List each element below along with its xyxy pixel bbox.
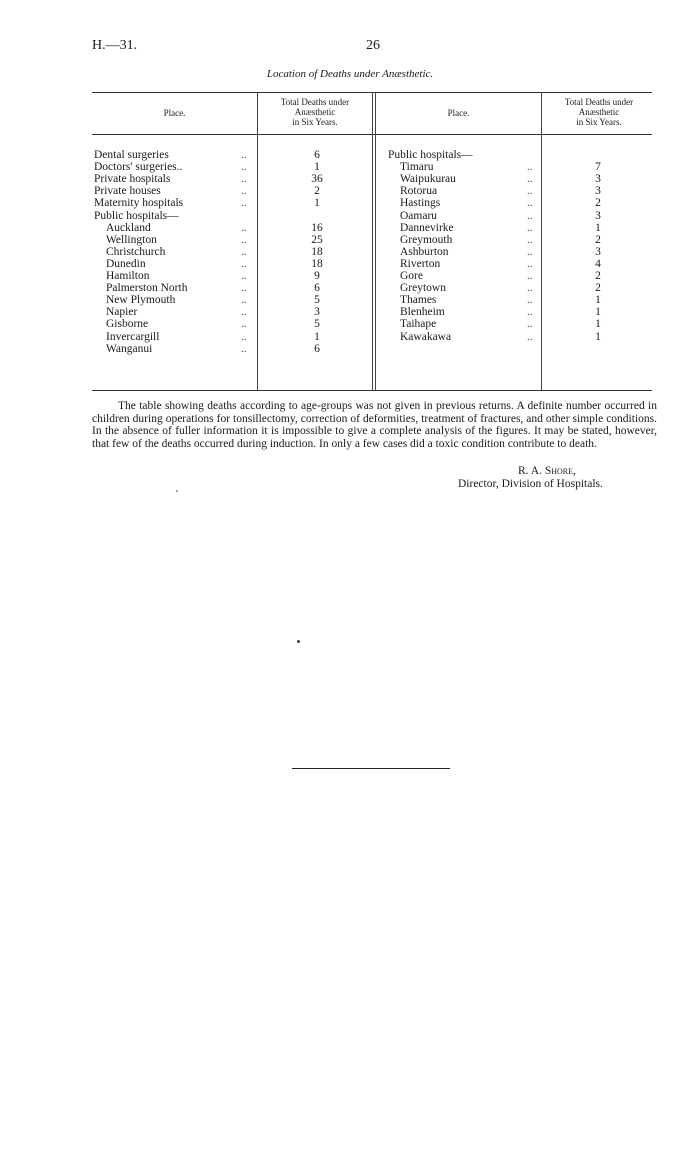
body-paragraph — [92, 400, 657, 450]
leader-dots: .. — [527, 245, 533, 258]
leader-dots: .. — [241, 294, 247, 307]
death-count: 3 — [595, 209, 601, 222]
leader-dots: .. — [241, 257, 247, 270]
death-count: 6 — [314, 342, 320, 355]
place-name: Maternity hospitals — [94, 197, 184, 210]
place-name: Greymouth — [400, 233, 453, 246]
place-name: Auckland — [106, 221, 151, 234]
page-number: 26 — [366, 38, 380, 53]
leader-dots: .. — [527, 209, 533, 222]
place-name: Timaru — [400, 161, 434, 174]
leader-dots: .. — [241, 149, 247, 161]
place-name: Public hospitals— — [388, 149, 473, 161]
place-name: New Plymouth — [106, 294, 176, 307]
place-name: Thames — [400, 294, 437, 307]
place-name: Gore — [400, 270, 423, 282]
leader-dots: .. — [527, 233, 533, 246]
leader-dots: .. — [527, 270, 533, 282]
death-count: 2 — [595, 233, 601, 246]
place-name: Public hospitals— — [94, 209, 179, 222]
leader-dots: .. — [527, 257, 533, 270]
death-count: 6 — [314, 149, 320, 161]
death-count: 36 — [311, 173, 323, 186]
leader-dots: .. — [241, 221, 247, 234]
leader-dots: .. — [241, 330, 247, 343]
place-name: Rotorua — [400, 185, 438, 198]
print-speck — [297, 640, 300, 643]
place-name: Wanganui — [106, 342, 153, 355]
leader-dots: .. — [527, 330, 533, 343]
death-count: 3 — [595, 245, 601, 258]
page-reference: H.—31. — [92, 38, 138, 53]
death-count: 1 — [595, 318, 601, 331]
death-count: 2 — [595, 270, 601, 282]
place-name: Hastings — [400, 197, 441, 210]
death-count: 6 — [314, 282, 320, 295]
leader-dots: .. — [241, 197, 247, 210]
place-name: Private hospitals — [94, 173, 171, 186]
place-name: Ashburton — [400, 245, 449, 258]
leader-dots: .. — [241, 173, 247, 186]
place-name: Dental surgeries — [94, 149, 169, 161]
death-count: 9 — [314, 270, 320, 282]
place-name: Dunedin — [106, 257, 146, 270]
death-count: 5 — [314, 318, 320, 331]
leader-dots: .. — [527, 197, 533, 210]
column-divider — [257, 92, 258, 390]
death-count: 3 — [314, 306, 320, 319]
leader-dots: .. — [241, 233, 247, 246]
table-caption: Location of Deaths under Anæsthetic. — [266, 68, 434, 80]
death-count: 18 — [311, 245, 323, 258]
body-text: The table showing deaths according to age-groups was not given in previous returns. A definite number occurred in children during operations for tonsillectomy, correction of deformities, treatment of fractures, and other simple conditions. In the absence of fuller information it is impossible to give a complete analysis of the figures. It may be stated, however, that few of the deaths occurred during induction. In only a few cases did a toxic condition contribute to death. — [92, 400, 657, 450]
column-divider — [541, 92, 542, 390]
leader-dots: .. — [241, 306, 247, 319]
death-count: 25 — [311, 233, 323, 246]
leader-dots: .. — [527, 173, 533, 186]
signature-name: R. A. Shore, — [518, 465, 576, 477]
leader-dots: .. — [527, 318, 533, 331]
death-count: 1 — [314, 197, 320, 210]
place-name: Palmerston North — [106, 282, 188, 295]
death-count: 7 — [595, 161, 601, 174]
death-count: 2 — [595, 282, 601, 295]
column-header-place: Place. — [447, 108, 470, 118]
print-speck — [176, 490, 178, 492]
column-divider — [372, 92, 373, 390]
end-rule — [292, 768, 450, 769]
place-name: Napier — [106, 306, 138, 319]
table-bottom-rule — [92, 390, 652, 391]
death-count: 18 — [311, 257, 323, 270]
death-count: 1 — [595, 294, 601, 307]
place-name: Blenheim — [400, 306, 445, 319]
death-count: 2 — [595, 197, 601, 210]
death-count: 1 — [595, 306, 601, 319]
leader-dots: .. — [241, 282, 247, 295]
death-count: 3 — [595, 185, 601, 198]
death-count: 1 — [595, 221, 601, 234]
signature-title: Director, Division of Hospitals. — [458, 478, 603, 490]
leader-dots: .. — [241, 161, 247, 174]
leader-dots: .. — [527, 185, 533, 198]
leader-dots: .. — [527, 294, 533, 307]
column-header-total: Total Deaths under Anæsthetic in Six Years. — [564, 97, 634, 127]
death-count: 1 — [314, 161, 320, 174]
death-count: 4 — [595, 257, 601, 270]
place-name: Kawakawa — [400, 330, 452, 343]
column-header-total: Total Deaths under Anæsthetic in Six Years. — [280, 97, 350, 127]
place-name: Taihape — [400, 318, 437, 331]
leader-dots: .. — [527, 306, 533, 319]
leader-dots: .. — [527, 161, 533, 174]
place-name: Invercargill — [106, 330, 160, 343]
place-name: Doctors' surgeries.. — [94, 161, 183, 174]
death-count: 2 — [314, 185, 320, 198]
death-count: 16 — [311, 221, 323, 234]
place-name: Greytown — [400, 282, 446, 295]
column-divider — [375, 92, 376, 390]
column-header-place: Place. — [163, 108, 186, 118]
leader-dots: .. — [241, 185, 247, 198]
leader-dots: .. — [527, 221, 533, 234]
death-count: 5 — [314, 294, 320, 307]
death-count: 1 — [595, 330, 601, 343]
place-name: Dannevirke — [400, 221, 454, 234]
leader-dots: .. — [241, 318, 247, 331]
place-name: Riverton — [400, 257, 441, 270]
leader-dots: .. — [241, 270, 247, 282]
death-count: 1 — [314, 330, 320, 343]
place-name: Hamilton — [106, 270, 150, 282]
leader-dots: .. — [527, 282, 533, 295]
place-name: Private houses — [94, 185, 161, 198]
leader-dots: .. — [241, 342, 247, 355]
place-name: Christchurch — [106, 245, 166, 258]
place-name: Oamaru — [400, 209, 438, 222]
place-name: Wellington — [106, 233, 157, 246]
place-name: Gisborne — [106, 318, 149, 331]
death-count: 3 — [595, 173, 601, 186]
leader-dots: .. — [241, 245, 247, 258]
place-name: Waipukurau — [400, 173, 456, 186]
